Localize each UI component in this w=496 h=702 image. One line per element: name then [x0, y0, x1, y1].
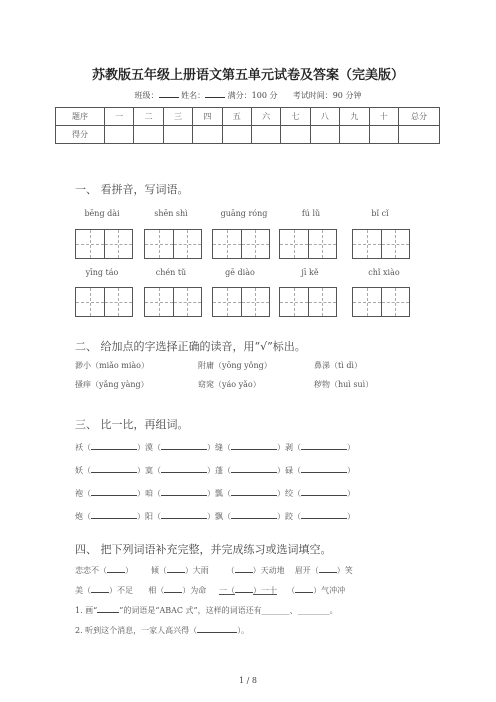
- pinyin-label: bǐ cǐ: [371, 209, 389, 218]
- table-cell: 得分: [56, 126, 105, 144]
- table-cell: 四: [193, 108, 222, 126]
- reading-item[interactable]: 窈窕（yáo yǎo）: [198, 380, 261, 389]
- answer-blank[interactable]: [301, 463, 347, 473]
- score-label: 满分：100 分: [227, 91, 278, 100]
- pinyin-label: bēng dài: [84, 209, 120, 218]
- writing-grid[interactable]: [212, 229, 270, 259]
- reading-item[interactable]: 附庸（yōng yǒng）: [198, 361, 272, 370]
- table-cell: 七: [281, 108, 310, 126]
- idiom-row: 美（ ）不足 相（ ）为命 一（ ）一十 （ ）气冲冲: [75, 583, 345, 596]
- time-label: 考试时间：90 分钟: [292, 91, 362, 100]
- score-cell[interactable]: [251, 126, 280, 144]
- score-cell[interactable]: [105, 126, 134, 144]
- word-row: 妖（ ）寞（ ）蓬（ ）碌（ ）: [75, 463, 355, 476]
- answer-blank[interactable]: [301, 509, 347, 519]
- section1-heading: 一、 看拼音，写词语。: [75, 183, 189, 196]
- answer-blank[interactable]: [107, 563, 125, 573]
- answer-blank[interactable]: [301, 486, 347, 496]
- name-label: 姓名：: [181, 91, 206, 100]
- class-blank[interactable]: [159, 89, 179, 98]
- pinyin-label: fú lǔ: [301, 209, 321, 218]
- answer-blank[interactable]: [91, 463, 137, 473]
- writing-grid[interactable]: [144, 287, 202, 317]
- answer-blank[interactable]: [161, 463, 207, 473]
- writing-grid[interactable]: [75, 287, 133, 317]
- table-cell: 二: [134, 108, 163, 126]
- writing-grid[interactable]: [212, 287, 270, 317]
- reading-item[interactable]: 鼻涕（tì dì）: [314, 361, 362, 370]
- writing-grid[interactable]: [352, 287, 410, 317]
- word-row: 袍（ ）咱（ ）瓢（ ）绞（ ）: [75, 486, 355, 499]
- score-cell[interactable]: [281, 126, 310, 144]
- pinyin-label: chǐ xiào: [368, 268, 400, 277]
- score-cell[interactable]: [163, 126, 192, 144]
- pinyin-label: jī kě: [301, 268, 319, 277]
- table-cell: 五: [222, 108, 251, 126]
- answer-blank[interactable]: [164, 583, 182, 593]
- answer-blank[interactable]: [319, 563, 337, 573]
- writing-grid[interactable]: [279, 229, 337, 259]
- answer-blank[interactable]: [235, 583, 253, 593]
- pinyin-label: yīng táo: [85, 268, 119, 277]
- table-cell: 八: [310, 108, 339, 126]
- score-table-header-row: [56, 108, 440, 126]
- table-cell: 六: [251, 108, 280, 126]
- reading-item[interactable]: 秽物（huì suì）: [314, 380, 374, 389]
- page-title: 苏教版五年级上册语文第五单元试卷及答案（完美版）: [91, 68, 404, 83]
- score-cell[interactable]: [340, 126, 369, 144]
- section3-heading: 三、 比一比，再组词。: [75, 418, 189, 431]
- pinyin-label: chén tǔ: [155, 268, 187, 277]
- answer-blank[interactable]: [235, 563, 253, 573]
- idiom-row: 恋恋不（ ） 倾（ ）大雨 （ ）天动地 眉开（ ）笑: [75, 563, 353, 576]
- score-table: [55, 107, 440, 144]
- section2-heading: 二、 给加点的字选择正确的读音，用“√”标出。: [75, 340, 306, 353]
- answer-blank[interactable]: [91, 440, 137, 450]
- writing-grid[interactable]: [279, 287, 337, 317]
- answer-blank[interactable]: [91, 583, 109, 593]
- reading-item[interactable]: 渺小（miǎo miào）: [75, 361, 150, 370]
- score-cell[interactable]: [222, 126, 251, 144]
- answer-blank[interactable]: [161, 509, 207, 519]
- table-cell: 总分: [399, 108, 440, 126]
- score-table-score-row: [56, 126, 440, 144]
- question-line: 2. 听到这个消息，一家人高兴得（ ）。: [75, 623, 249, 636]
- score-cell[interactable]: [193, 126, 222, 144]
- table-cell: 十: [369, 108, 398, 126]
- exam-info: [0, 89, 496, 101]
- word-row: 炮（ ）阳（ ）飘（ ）跤（ ）: [75, 509, 355, 522]
- answer-blank[interactable]: [231, 509, 277, 519]
- answer-blank[interactable]: [97, 603, 119, 613]
- answer-blank[interactable]: [197, 623, 237, 633]
- writing-grid[interactable]: [352, 229, 410, 259]
- answer-blank[interactable]: [161, 440, 207, 450]
- answer-blank[interactable]: [167, 563, 185, 573]
- table-cell: 三: [163, 108, 192, 126]
- word-row: 袄（ ）漠（ ）缝（ ）剥（ ）: [75, 440, 355, 453]
- table-cell: 一: [105, 108, 134, 126]
- section4-heading: 四、 把下列词语补充完整，并完成练习或选词填空。: [75, 543, 332, 556]
- pinyin-label: shēn shì: [154, 209, 188, 218]
- score-cell[interactable]: [310, 126, 339, 144]
- writing-grid[interactable]: [75, 229, 133, 259]
- class-label: 班级：: [134, 91, 159, 100]
- answer-blank[interactable]: [161, 486, 207, 496]
- pinyin-label: gē diào: [225, 268, 255, 277]
- answer-blank[interactable]: [231, 463, 277, 473]
- reading-item[interactable]: 搔痒（yǎng yàng）: [75, 380, 149, 389]
- answer-blank[interactable]: [91, 509, 137, 519]
- page-number: 1 / 8: [239, 676, 257, 685]
- table-cell: 九: [340, 108, 369, 126]
- table-cell: 题序: [56, 108, 105, 126]
- answer-blank[interactable]: [231, 486, 277, 496]
- question-line: 1. 画“ ”的词语是“ABAC 式”，这样的词语还有_______、________。: [75, 603, 338, 616]
- answer-blank[interactable]: [231, 440, 277, 450]
- score-cell[interactable]: [369, 126, 398, 144]
- writing-grid[interactable]: [144, 229, 202, 259]
- name-blank[interactable]: [205, 89, 225, 98]
- answer-blank[interactable]: [301, 440, 347, 450]
- answer-blank[interactable]: [91, 486, 137, 496]
- score-cell[interactable]: [134, 126, 163, 144]
- answer-blank[interactable]: [295, 583, 313, 593]
- pinyin-label: guāng róng: [220, 209, 268, 218]
- score-cell[interactable]: [399, 126, 440, 144]
